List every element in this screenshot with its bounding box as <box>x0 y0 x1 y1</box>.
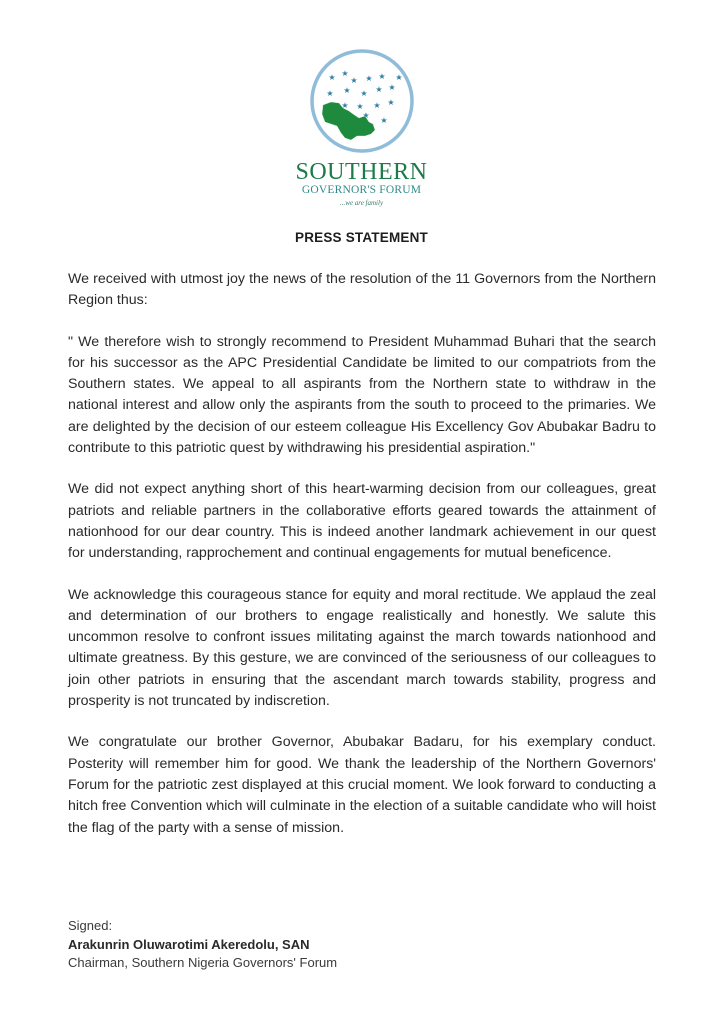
svg-text:★: ★ <box>359 89 368 98</box>
svg-text:★: ★ <box>349 76 358 85</box>
paragraph-acknowledgement: We acknowledge this courageous stance for equity and moral rectitude. We applaud the zeal and determination of our brothers to engage realistically and honestly. We salute this uncommon resolve to confront issues militating against the march towards nationhood and ultimate greatness. By this gesture, we are convinced of the seriousness of our colleagues to join other patriots in ensuring that the ascendant march towards stability, progress and prosperity is not truncated by indiscretion. <box>68 586 656 710</box>
forum-emblem-icon <box>309 48 415 154</box>
svg-text:★: ★ <box>377 72 386 81</box>
svg-text:★: ★ <box>355 102 364 111</box>
paragraph-intro: We received with utmost joy the news of the resolution of the 11 Governors from the Northern Region thus: <box>68 271 656 309</box>
svg-text:★: ★ <box>325 89 334 98</box>
signatory-title: Chairman, Southern Nigeria Governors' Forum <box>68 955 338 970</box>
statement-body <box>68 269 656 859</box>
svg-text:★: ★ <box>372 101 381 110</box>
svg-text:★: ★ <box>386 98 395 107</box>
logo-title: SOUTHERN <box>295 159 428 185</box>
page-title: PRESS STATEMENT <box>294 230 428 245</box>
paragraph-quote: " We therefore wish to strongly recommend to President Muhammad Buhari that the search for his successor as the APC Presidential Candidate be limited to our compatriots from the Southern states. We appeal to all aspirants from the Northern state to withdraw in the national interest and allow only the aspirants from the south to proceed to the primaries. We are delighted by the decision of our esteem colleague His Excellency Gov Abubakar Badru to contribute to this patriotic quest by withdrawing his presidential aspiration." <box>68 333 656 457</box>
svg-text:★: ★ <box>394 73 403 82</box>
signatory-name: Arakunrin Oluwarotimi Akeredolu, SAN <box>68 936 310 952</box>
logo-subtitle: GOVERNOR'S FORUM <box>301 184 422 196</box>
svg-text:★: ★ <box>387 83 396 92</box>
signature-block <box>68 917 337 973</box>
svg-text:★: ★ <box>374 85 383 94</box>
forum-logo <box>0 48 723 209</box>
svg-text:★: ★ <box>364 74 373 83</box>
svg-text:★: ★ <box>361 111 370 120</box>
svg-text:★: ★ <box>340 69 349 78</box>
logo-tagline: ...we are family <box>339 199 384 207</box>
svg-text:★: ★ <box>327 73 336 82</box>
paragraph-congratulation: We congratulate our brother Governor, Abubakar Badaru, for his exemplary conduct. Posterity will remember him for good. We thank the leadership of the Northern Governors' Forum for the patriotic zest displayed at this crucial moment. We look forward to conducting a hitch free Convention which will culminate in the election of a suitable candidate who will hoist the flag of the party with a sense of mission. <box>68 734 656 836</box>
svg-text:★: ★ <box>379 116 388 125</box>
signed-label: Signed: <box>68 918 113 933</box>
svg-text:★: ★ <box>342 86 351 95</box>
paragraph-expectation: We did not expect anything short of this heart-warming decision from our colleagues, great patriots and reliable partners in the collaborative efforts geared towards the attainment of nationhood for our dear country. This is indeed another landmark achievement in our quest for understanding, rapprochement and continual engagements for mutual beneficence. <box>68 481 656 562</box>
svg-text:★: ★ <box>340 101 349 110</box>
